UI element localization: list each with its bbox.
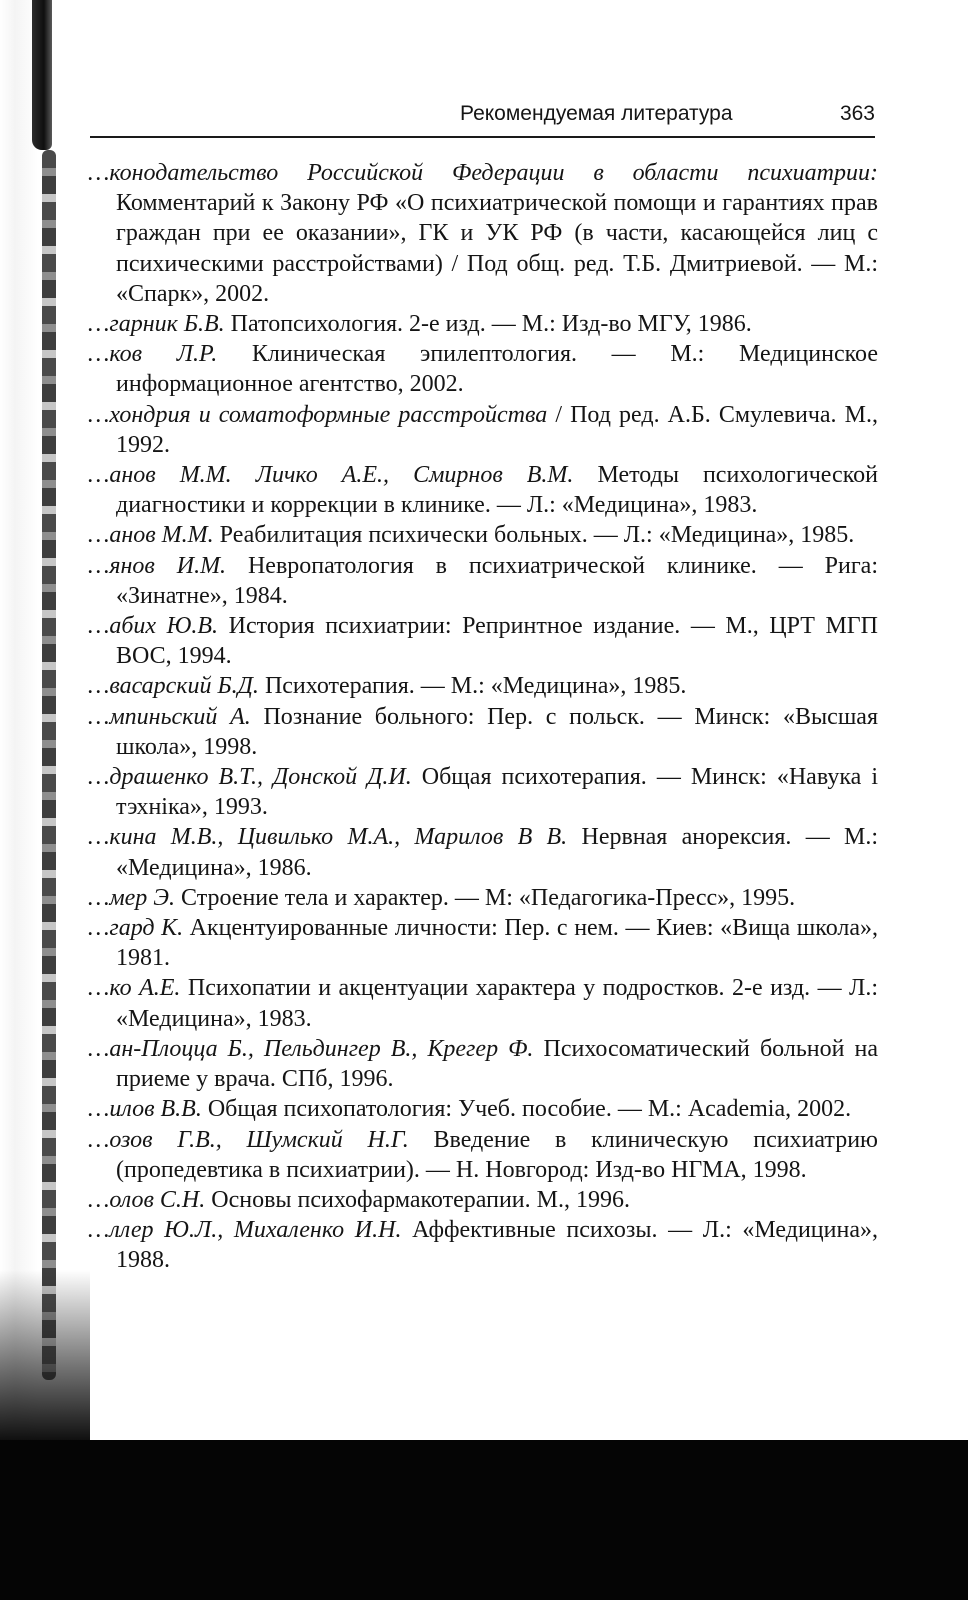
entry-text: Реабилитация психически больных. — Л.: «Медицина», 1985.	[213, 522, 855, 549]
entry-authors: …олов С.Н.	[88, 1186, 206, 1213]
bib-entry	[88, 1185, 878, 1215]
bib-entry	[88, 973, 878, 1033]
entry-text: Акцентуированные личности: Пер. с нем. — Киев: «Вища школа», 1981.	[116, 915, 878, 972]
bib-entry	[88, 1094, 878, 1124]
bib-entry	[88, 460, 878, 520]
entry-text: Психопатии и акцентуации характера у подростков. 2-е изд. — Л.: «Медицина», 1983.	[116, 975, 878, 1032]
header-rule	[90, 136, 875, 138]
bib-entry	[88, 1215, 878, 1275]
section-title: Рекомендуемая литература	[460, 102, 733, 125]
entry-text: Комментарий к Закону РФ «О психиатрической помощи и гарантиях прав граждан при ее оказании», ГК и УК РФ (в части, касающейся лиц с психическими расстройствами) / Под общ. ред. Т.Б. Дмитриевой. — М.: «Спарк», 2002.	[116, 190, 878, 307]
entry-authors: …янов И.М.	[88, 552, 227, 579]
entry-authors: …илов В.В.	[88, 1096, 202, 1123]
bib-entry	[88, 611, 878, 671]
entry-authors: …анов М.М.	[88, 522, 214, 549]
entry-authors: …озов Г.В., Шумский Н.Г.	[88, 1126, 409, 1153]
entry-text: История психиатрии: Репринтное издание. — М., ЦРТ МГП ВОС, 1994.	[116, 613, 879, 670]
bib-entry	[88, 339, 878, 399]
scan-binding-mark	[42, 150, 56, 1380]
entry-text: Невропатология в психиатрической клинике. — Рига: «Зинатне», 1984.	[116, 552, 878, 609]
bib-entry	[88, 158, 878, 309]
entry-authors: …гарник Б.В.	[88, 311, 225, 338]
entry-text: Психосоматический больной на приеме у врача. СПб, 1996.	[116, 1035, 878, 1093]
bib-entry	[88, 671, 878, 701]
entry-text: Клиническая эпилептология. — М.: Медицинское информационное агентство, 2002.	[116, 341, 878, 398]
entry-authors: …кина М.В., Цивилько М.А., Марилов В В.	[88, 824, 568, 851]
entry-text: Основы психофармакотерапии. М., 1996.	[205, 1186, 630, 1213]
entry-authors: …анов М.М. Личко А.Е., Смирнов В.М.	[88, 462, 574, 489]
entry-text: Познание больного: Пер. с польск. — Минск: «Высшая школа», 1998.	[116, 703, 878, 760]
entry-text: Аффективные психозы. — Л.: «Медицина», 1988.	[116, 1217, 878, 1274]
scan-edge-shadow	[0, 1270, 90, 1440]
entry-authors: …хондрия и соматоформные расстройства	[88, 401, 548, 428]
entry-text: Общая психотерапия. — Минск: «Навука i тэхнiка», 1993.	[116, 764, 878, 821]
entry-text: Методы психологической диагностики и коррекции в клинике. — Л.: «Медицина», 1983.	[116, 462, 878, 519]
entry-authors: …абих Ю.В.	[88, 613, 219, 640]
bib-entry	[88, 913, 878, 973]
entry-authors: …драшенко В.Т., Донской Д.И.	[88, 764, 412, 791]
bib-entry	[88, 400, 878, 460]
bib-entry	[88, 1034, 878, 1094]
bib-entry	[88, 702, 878, 762]
entry-authors: …мер Э.	[88, 884, 176, 911]
entry-authors: …ан-Плоцца Б., Пельдингер В., Крегер Ф.	[88, 1035, 534, 1062]
bib-entry	[88, 520, 878, 550]
entry-text: Строение тела и характер. — М: «Педагогика-Пресс», 1995.	[175, 884, 796, 911]
scan-bottom-black-band	[0, 1440, 968, 1600]
running-header	[460, 102, 875, 126]
entry-authors: …ков Л.Р.	[88, 341, 218, 368]
bib-entry	[88, 309, 878, 339]
entry-authors: …ко А.Е.	[88, 975, 181, 1002]
entry-text: Введение в клиническую психиатрию (пропедевтика в психиатрии). — Н. Новгород: Изд-во НГМА, 1998.	[116, 1126, 878, 1183]
bib-entry	[88, 551, 878, 611]
scan-binding-mark-top	[32, 0, 52, 150]
entry-authors: …васарский Б.Д.	[88, 673, 259, 700]
entry-text: Патопсихология. 2-е изд. — М.: Изд-во МГУ, 1986.	[224, 311, 752, 338]
entry-text: Психотерапия. — М.: «Медицина», 1985.	[258, 673, 687, 700]
bib-entry	[88, 1125, 878, 1185]
entry-authors: …ллер Ю.Л., Михаленко И.Н.	[88, 1217, 402, 1244]
bibliography-list	[88, 158, 878, 1276]
page-number: 363	[839, 102, 875, 125]
bib-entry	[88, 822, 878, 882]
bib-entry	[88, 883, 878, 913]
entry-authors: …гард К.	[88, 915, 184, 942]
entry-text: Нервная анорексия. — М.: «Медицина», 1986.	[116, 824, 878, 881]
entry-text: Общая психопатология: Учеб. пособие. — М.: Academia, 2002.	[201, 1096, 852, 1123]
entry-authors: …конодательство Российской Федерации в области психиатрии:	[88, 160, 878, 186]
bib-entry	[88, 762, 878, 822]
entry-authors: …мпиньский А.	[88, 703, 251, 730]
entry-text: / Под ред. А.Б. Смулевича. М., 1992.	[116, 401, 878, 458]
